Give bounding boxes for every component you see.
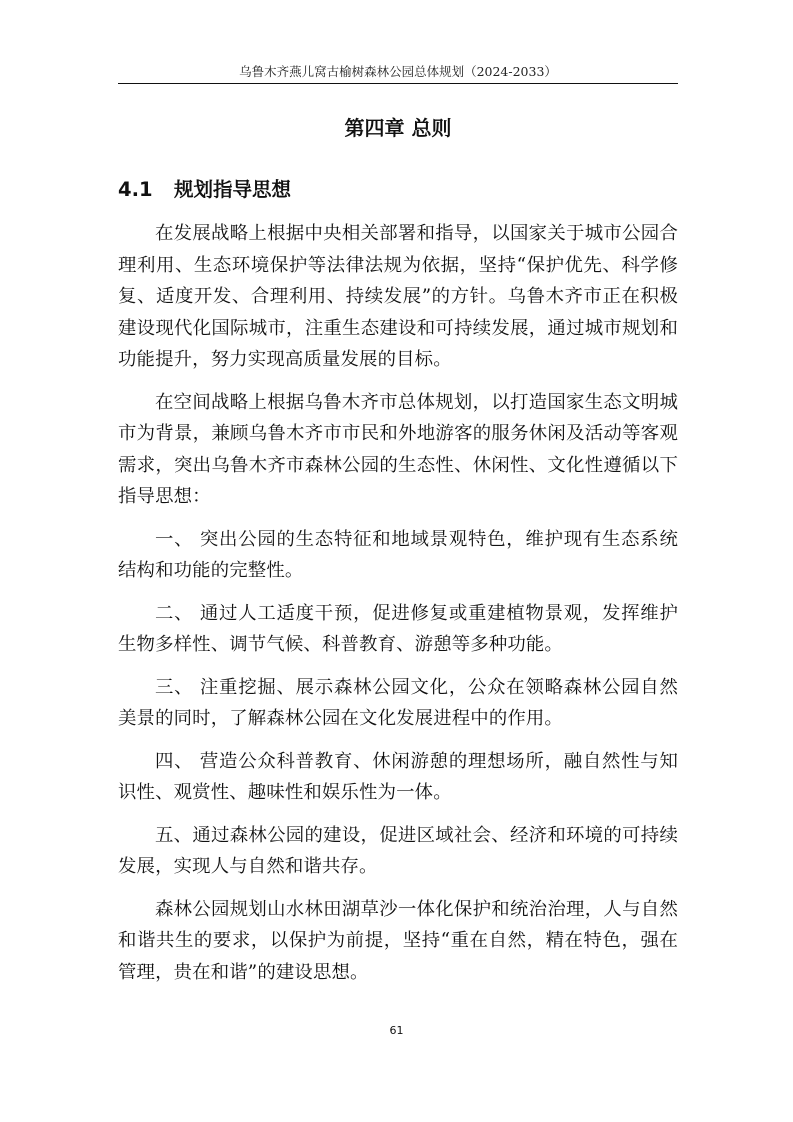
guideline-item-5: 五、通过森林公园的建设，促进区域社会、经济和环境的可持续发展，实现人与自然和谐共存。 <box>118 824 678 877</box>
guideline-item-1: 一、 突出公园的生态特征和地域景观特色，维护现有生态系统结构和功能的完整性。 <box>118 528 678 581</box>
section-number: 4.1 <box>118 178 153 201</box>
body-text <box>118 218 678 999</box>
chapter-title: 第四章 总则 <box>344 116 452 140</box>
paragraph-construction-philosophy: 森林公园规划山水林田湖草沙一体化保护和统治治理，人与自然和谐共生的要求，以保护为前提，坚持“重在自然，精在特色，强在管理，贵在和谐”的建设思想。 <box>118 898 678 983</box>
running-header: 乌鲁木齐燕儿窝古榆树森林公园总体规划（2024-2033） <box>239 64 557 79</box>
header-divider <box>118 83 678 84</box>
section-title: 规划指导思想 <box>174 178 292 201</box>
paragraph-development-strategy: 在发展战略上根据中央相关部署和指导，以国家关于城市公园合理利用、生态环境保护等法律法规为依据，坚持“保护优先、科学修复、适度开发、合理利用、持续发展”的方针。乌鲁木齐市正在积极建设现代化国际城市，注重生态建设和可持续发展，通过城市规划和功能提升，努力实现高质量发展的目标。 <box>118 223 678 370</box>
guideline-item-2: 二、 通过人工适度干预，促进修复或重建植物景观，发挥维护生物多样性、调节气候、科普教育、游憩等多种功能。 <box>118 602 678 655</box>
page-number: 61 <box>389 1024 404 1037</box>
guideline-item-3: 三、 注重挖掘、展示森林公园文化，公众在领略森林公园自然美景的同时，了解森林公园在文化发展进程中的作用。 <box>118 676 678 729</box>
guideline-item-4: 四、 营造公众科普教育、休闲游憩的理想场所，融自然性与知识性、观赏性、趣味性和娱乐性为一体。 <box>118 750 678 803</box>
paragraph-spatial-strategy: 在空间战略上根据乌鲁木齐市总体规划，以打造国家生态文明城市为背景，兼顾乌鲁木齐市市民和外地游客的服务休闲及活动等客观需求，突出乌鲁木齐市森林公园的生态性、休闲性、文化性遵循以下指导思想： <box>118 391 678 507</box>
section-heading <box>118 177 291 203</box>
